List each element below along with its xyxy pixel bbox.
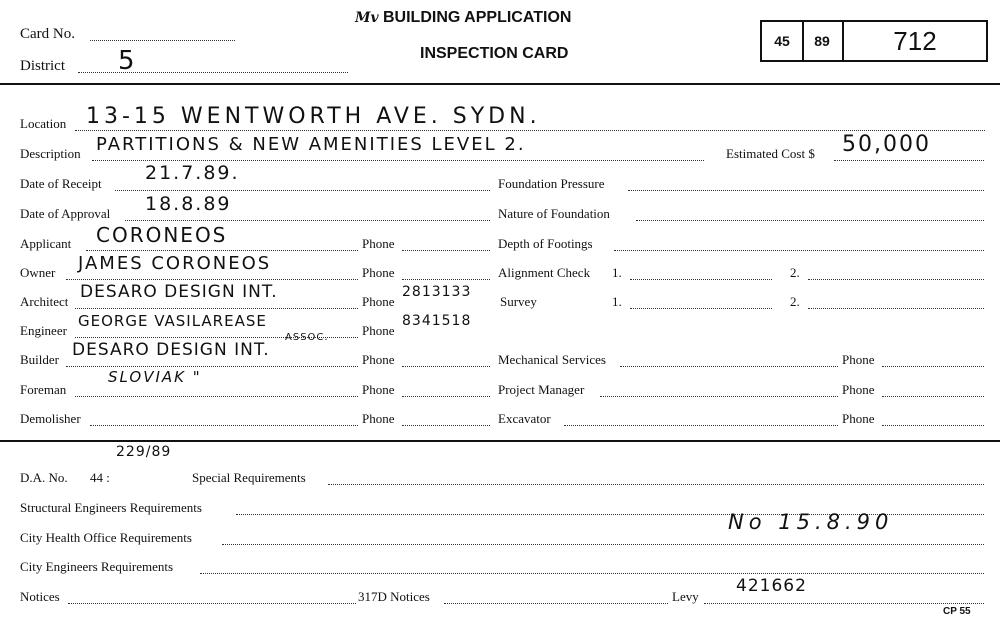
engineer-phone-label: Phone (362, 323, 395, 338)
da-no-prefix: 44 : (90, 470, 110, 485)
description-line (92, 160, 704, 161)
health-req-label: City Health Office Requirements (20, 530, 192, 545)
survey-2-line (808, 308, 984, 309)
engineer-label: Engineer (20, 323, 67, 338)
foundation-pressure-line (628, 190, 984, 191)
levy-value: 421662 (736, 576, 807, 596)
demolisher-label: Demolisher (20, 411, 81, 426)
mechanical-line (620, 366, 838, 367)
da-no-label: D.A. No. (20, 470, 68, 485)
mechanical-phone-label: Phone (842, 352, 875, 367)
builder-note: ASSOC. (285, 332, 329, 343)
card-no-line (90, 40, 235, 41)
project-manager-line (600, 396, 838, 397)
owner-label: Owner (20, 265, 56, 280)
title-line1: BUILDING APPLICATION (383, 9, 572, 26)
applicant-phone-line (402, 250, 490, 251)
architect-value: DESARO DESIGN INT. (80, 282, 278, 302)
structural-req-label: Structural Engineers Requirements (20, 500, 202, 515)
health-req-note: No 15.8.90 (728, 510, 894, 534)
foundation-pressure-label: Foundation Pressure (498, 176, 605, 191)
applicant-label: Applicant (20, 236, 72, 251)
estimated-cost-value: 50,000 (842, 132, 931, 157)
location-line (75, 130, 985, 131)
excavator-label: Excavator (498, 411, 551, 426)
estimated-cost-line (834, 160, 984, 161)
date-receipt-value: 21.7.89. (145, 162, 240, 184)
builder-phone-line (402, 366, 490, 367)
builder-label: Builder (20, 352, 59, 367)
alignment-check-1-line (630, 279, 772, 280)
nature-foundation-line (636, 220, 984, 221)
builder-value: DESARO DESIGN INT. (72, 340, 270, 360)
demolisher-phone-label: Phone (362, 411, 395, 426)
levy-line (704, 603, 984, 604)
alignment-check-2-line (808, 279, 984, 280)
date-receipt-line (115, 190, 490, 191)
engineer-phone-value: 8341518 (402, 313, 472, 329)
survey-label: Survey (500, 294, 537, 309)
mechanical-label: Mechanical Services (498, 352, 606, 367)
project-manager-phone-label: Phone (842, 382, 875, 397)
notices-317d-line (444, 603, 668, 604)
excavator-phone-label: Phone (842, 411, 875, 426)
location-label: Location (20, 116, 67, 131)
survey-2-label: 2. (790, 294, 800, 309)
architect-line (75, 308, 358, 309)
notices-label: Notices (20, 589, 60, 604)
builder-line (66, 366, 358, 367)
card-number-box (760, 20, 988, 62)
district-value: 5 (118, 46, 137, 76)
special-req-label: Special Requirements (192, 470, 306, 485)
date-approval-line (125, 220, 490, 221)
nature-foundation-label: Nature of Foundation (498, 206, 610, 221)
demolisher-phone-line (402, 425, 490, 426)
foreman-value: SLOVIAK " (108, 368, 202, 386)
depth-footings-label: Depth of Footings (498, 236, 593, 251)
date-approval-label: Date of Approval (20, 206, 111, 221)
applicant-line (86, 250, 358, 251)
architect-label: Architect (20, 294, 69, 309)
notices-317d-label: 317D Notices (358, 589, 430, 604)
description-label: Description (20, 146, 81, 161)
alignment-check-label: Alignment Check (498, 265, 591, 280)
special-req-line (328, 484, 984, 485)
card-no-label: Card No. (20, 26, 75, 42)
excavator-phone-line (882, 425, 984, 426)
project-manager-phone-line (882, 396, 984, 397)
owner-phone-label: Phone (362, 265, 395, 280)
location-value: 13-15 WENTWORTH AVE. SYDN. (86, 104, 541, 129)
estimated-cost-label: Estimated Cost $ (726, 146, 815, 161)
owner-phone-line (402, 279, 490, 280)
excavator-line (564, 425, 838, 426)
title-line2: INSPECTION CARD (420, 45, 569, 62)
foreman-line (75, 396, 358, 397)
foreman-phone-line (402, 396, 490, 397)
applicant-phone-label: Phone (362, 236, 395, 251)
alignment-check-2-label: 2. (790, 265, 800, 280)
date-receipt-label: Date of Receipt (20, 176, 102, 191)
title-prefix: Mv (355, 10, 379, 26)
survey-1-line (630, 308, 772, 309)
section-divider (0, 440, 1000, 442)
form-code: CP 55 (943, 606, 971, 617)
description-value: PARTITIONS & NEW AMENITIES LEVEL 2. (96, 134, 526, 155)
date-approval-value: 18.8.89 (145, 193, 232, 215)
owner-line (66, 279, 358, 280)
engineer-value: GEORGE VASILAREASE (78, 312, 267, 330)
levy-label: Levy (672, 589, 699, 604)
health-req-line (222, 544, 984, 545)
survey-1-label: 1. (612, 294, 622, 309)
box-cell-b: 89 (802, 22, 844, 60)
notices-line (68, 603, 356, 604)
box-cell-a: 45 (762, 22, 804, 60)
owner-value: JAMES CORONEOS (78, 253, 272, 274)
architect-phone-label: Phone (362, 294, 395, 309)
applicant-value: CORONEOS (96, 223, 228, 247)
header-divider (0, 83, 1000, 85)
box-cell-number: 712 (893, 25, 937, 56)
demolisher-line (90, 425, 358, 426)
city-eng-req-line (200, 573, 984, 574)
foreman-phone-label: Phone (362, 382, 395, 397)
architect-phone-value: 2813133 (402, 284, 472, 300)
da-no-value: 229/89 (116, 444, 172, 460)
project-manager-label: Project Manager (498, 382, 585, 397)
depth-footings-line (614, 250, 984, 251)
district-label: District (20, 58, 65, 74)
city-eng-req-label: City Engineers Requirements (20, 559, 174, 574)
mechanical-phone-line (882, 366, 984, 367)
alignment-check-1-label: 1. (612, 265, 622, 280)
builder-phone-label: Phone (362, 352, 395, 367)
foreman-label: Foreman (20, 382, 67, 397)
